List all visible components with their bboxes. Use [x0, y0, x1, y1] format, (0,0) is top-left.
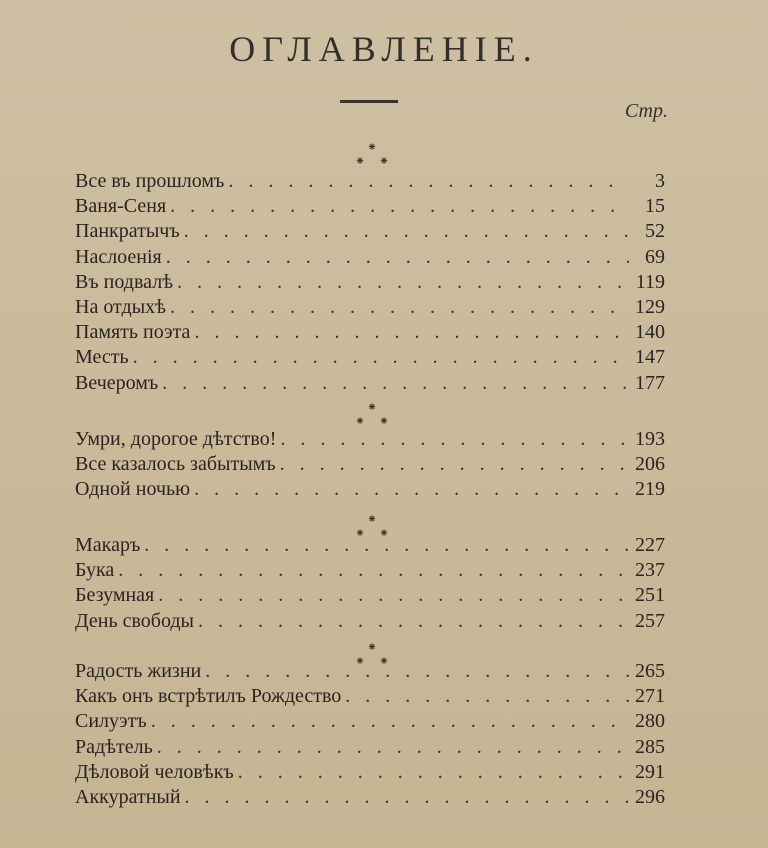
toc-entry-page: 193 [635, 428, 665, 450]
toc-entry-title: Какъ онъ встрѣтилъ Рождество [75, 685, 342, 708]
toc-entry-page: 119 [635, 270, 665, 293]
toc-entry-page: 257 [635, 609, 665, 632]
toc-entry-title: Наслоенiя [75, 245, 162, 268]
ornament-mark: ⁕ [355, 654, 366, 668]
toc-entry-page: 177 [635, 371, 665, 394]
toc-entry[interactable] [75, 534, 665, 562]
ornament-mark: ⁕ [367, 400, 378, 414]
ornament-mark: ⁕ [355, 526, 366, 540]
toc-entry-page: 52 [645, 220, 665, 243]
toc-entry-title: Безумная [75, 584, 155, 607]
toc-entry-title: Бука [75, 559, 115, 582]
ornament-mark: ⁕ [379, 154, 390, 168]
ornament-mark: ⁕ [379, 414, 390, 428]
toc-entry[interactable] [75, 660, 665, 688]
toc-entry[interactable] [75, 736, 665, 764]
ornament-mark: ⁕ [367, 140, 378, 154]
toc-entry-page: 69 [645, 245, 665, 268]
toc-entry-title: Память поэта [75, 321, 191, 344]
section-ornament [355, 400, 395, 430]
toc-entry[interactable] [75, 453, 665, 481]
toc-entry-page: 227 [635, 534, 665, 556]
toc-entry[interactable] [75, 685, 665, 713]
dot-leader [118, 559, 629, 582]
dot-leader [345, 685, 629, 708]
toc-entry-title: Одной ночью [75, 478, 191, 501]
toc-entry-title: Силуэтъ [75, 710, 147, 733]
toc-entry[interactable] [75, 296, 665, 324]
toc-entry[interactable] [75, 786, 665, 814]
dot-leader [166, 246, 629, 269]
toc-entry-title: Радость жизни [75, 660, 202, 682]
toc-entry-page: 265 [635, 660, 665, 682]
ornament-mark: ⁕ [355, 414, 366, 428]
toc-entry-page: 219 [635, 478, 665, 501]
title-rule [340, 100, 398, 103]
ornament-mark: ⁕ [367, 512, 378, 526]
ornament-mark: ⁕ [367, 640, 378, 654]
toc-entry-page: 3 [655, 170, 665, 192]
toc-entry-page: 296 [635, 786, 665, 808]
dot-leader [280, 428, 629, 451]
ornament-mark: ⁕ [379, 654, 390, 668]
dot-leader [170, 296, 629, 319]
toc-entry-title: Все въ прошломъ [75, 170, 225, 192]
toc-entry[interactable] [75, 170, 665, 198]
toc-entry-title: Ваня-Сеня [75, 195, 167, 218]
dot-leader [228, 170, 629, 193]
dot-leader [280, 453, 629, 476]
dot-leader [184, 220, 629, 243]
dot-leader [170, 195, 629, 218]
toc-entry[interactable] [75, 220, 665, 248]
ornament-mark: ⁕ [379, 526, 390, 540]
dot-leader [238, 761, 629, 784]
toc-entry-title: Макаръ [75, 534, 141, 556]
toc-entry-page: 237 [635, 559, 665, 582]
toc-entry-page: 291 [635, 760, 665, 783]
toc-entry-page: 285 [635, 735, 665, 758]
toc-entry[interactable] [75, 478, 665, 506]
toc-entry-title: День свободы [75, 609, 194, 632]
dot-leader [194, 478, 629, 501]
toc-entry[interactable] [75, 559, 665, 587]
dot-leader [198, 610, 629, 633]
toc-entry-page: 15 [645, 195, 665, 218]
toc-entry-title: Дѣловой человѣкъ [75, 760, 234, 783]
toc-entry-title: Умри, дорогое дѣтство! [75, 428, 277, 450]
ornament-mark: ⁕ [355, 154, 366, 168]
toc-entry-title: Все казалось забытымъ [75, 453, 276, 476]
dot-leader [144, 534, 629, 557]
page-title: ОГЛАВЛЕНIЕ. [229, 29, 539, 69]
toc-entry[interactable] [75, 584, 665, 612]
toc-entry-page: 147 [635, 346, 665, 369]
toc-entry-page: 280 [635, 710, 665, 733]
dot-leader [158, 584, 629, 607]
toc-entry[interactable] [75, 372, 665, 400]
toc-entry-title: Месть [75, 346, 129, 369]
section-ornament [355, 140, 395, 170]
toc-entry[interactable] [75, 346, 665, 374]
toc-entry-title: Аккуратный [75, 786, 181, 808]
toc-entry[interactable] [75, 428, 665, 456]
dot-leader [194, 321, 629, 344]
dot-leader [162, 372, 629, 395]
toc-entry[interactable] [75, 271, 665, 299]
toc-entry-page: 140 [635, 321, 665, 344]
toc-entry[interactable] [75, 761, 665, 789]
toc-entry-title: Вечеромъ [75, 371, 159, 394]
toc-entry-title: Радѣтель [75, 735, 153, 758]
toc-entry-title: Въ подвалѣ [75, 270, 174, 293]
toc-entry[interactable] [75, 710, 665, 738]
toc-entry-title: На отдыхѣ [75, 296, 167, 318]
dot-leader [157, 736, 629, 759]
toc-entry-title: Панкратычъ [75, 220, 180, 243]
toc-entry-page: 251 [635, 584, 665, 607]
toc-entry[interactable] [75, 246, 665, 274]
dot-leader [177, 271, 629, 294]
toc-entry[interactable] [75, 610, 665, 638]
dot-leader [185, 786, 629, 809]
toc-entry-page: 129 [635, 296, 665, 318]
dot-leader [133, 346, 629, 369]
toc-entry-page: 206 [635, 453, 665, 476]
toc-entry[interactable] [75, 195, 665, 223]
dot-leader [205, 660, 629, 683]
toc-entry-page: 271 [635, 685, 665, 708]
toc-entry[interactable] [75, 321, 665, 349]
dot-leader [151, 710, 629, 733]
page-column-header: Стр. [624, 100, 668, 122]
